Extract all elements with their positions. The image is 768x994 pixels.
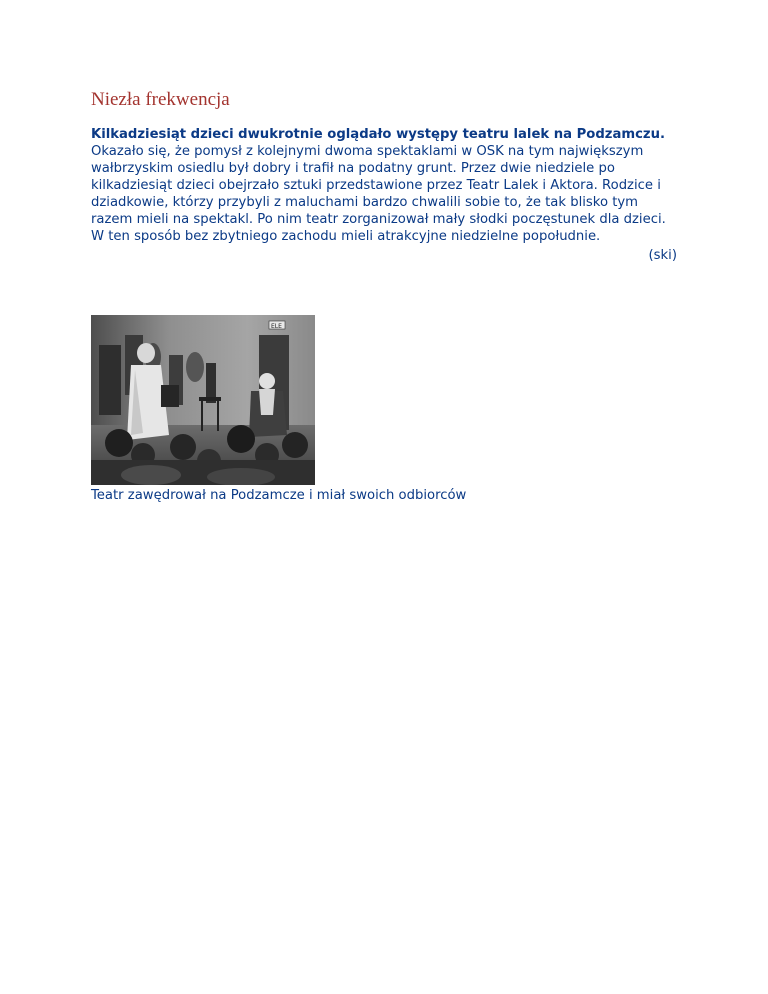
exit-sign-text: ELE bbox=[271, 323, 282, 330]
article-signature: (ski) bbox=[648, 248, 677, 263]
article-title: Niezła frekwencja bbox=[91, 89, 230, 110]
article-lead: Kilkadziesiąt dzieci dwukrotnie oglądało występy teatru lalek na Podzamczu. bbox=[91, 127, 666, 142]
photo-caption: Teatr zawędrował na Podzamcze i miał swoich odbiorców bbox=[91, 488, 467, 503]
article bbox=[91, 88, 681, 264]
article-photo bbox=[91, 315, 315, 485]
theatre-photo-image bbox=[91, 315, 315, 485]
article-body: Okazało się, że pomysł z kolejnymi dwoma spektaklami w OSK na tym największym wałbrzyskim osiedlu był dobry i trafił na podatny grunt. Przez dwie niedziele po kilkadziesiąt dzieci obejrzało sztuki przedstawione przez Teatr Lalek i Aktora. Rodzice i dziadkowie, którzy przybyli z maluchami bardzo chwalili sobie to, że tak blisko tym razem mieli na spektakl. Po nim teatr zorganizował mały słodki poczęstunek dla dzieci. W ten sposób bez zbytniego zachodu mieli atrakcyjne niedzielne popołudnie. bbox=[91, 144, 666, 244]
